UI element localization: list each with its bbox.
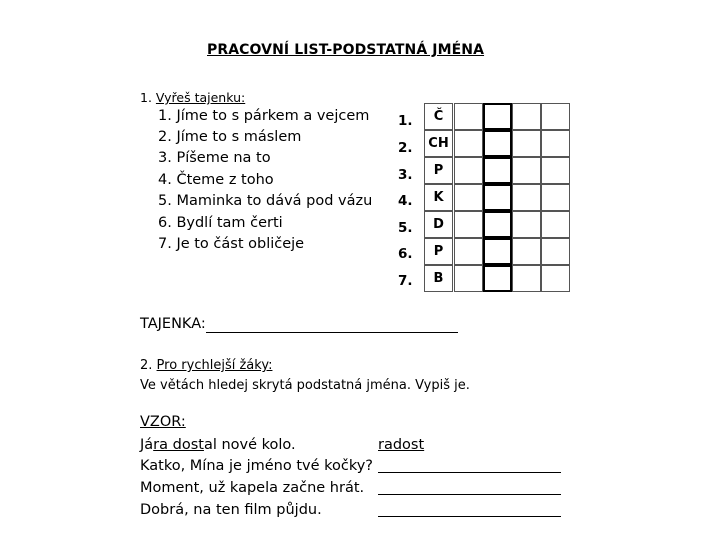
cell[interactable] [512,238,541,265]
row-number-5: 5. [398,220,413,236]
cell-given-1: Č [424,103,453,130]
clue-1: 1. Jíme to s párkem a vejcem [158,108,370,124]
task2-number: 2. [140,358,153,373]
sentence-3: Moment, už kapela začne hrát. [140,480,365,496]
sentence-4: Dobrá, na ten film půjdu. [140,502,322,518]
clue-7: 7. Je to část obličeje [158,236,305,252]
row-number-2: 2. [398,140,413,156]
cell[interactable] [541,265,570,292]
cell[interactable] [454,211,483,238]
cell[interactable] [454,265,483,292]
cell-given-5: D [424,211,453,238]
cell-given-4: K [424,184,453,211]
tajenka-row [140,316,458,333]
cell[interactable] [454,103,483,130]
clue-6: 6. Bydlí tam čerti [158,215,283,231]
cell-secret[interactable] [483,103,512,130]
cell[interactable] [512,157,541,184]
cell[interactable] [512,130,541,157]
cell-secret[interactable] [483,265,512,292]
example-label: VZOR: [140,414,186,430]
cell[interactable] [541,184,570,211]
task2-heading [140,358,272,373]
cell-secret[interactable] [483,157,512,184]
task1-number: 1. [140,90,152,105]
task1-heading [140,90,245,105]
answer-line-4[interactable] [378,516,561,517]
tajenka-answer-line[interactable] [206,316,458,333]
page-title: PRACOVNÍ LIST-PODSTATNÁ JMÉNA [207,42,485,58]
row-number-6: 6. [398,246,413,262]
cell-given-7: B [424,265,453,292]
cell-given-3: P [424,157,453,184]
cell-given-2: CH [424,130,453,157]
cell[interactable] [541,211,570,238]
row-number-3: 3. [398,167,413,183]
task2-heading-text: Pro rychlejší žáky: [156,358,273,373]
example-sentence-end: al nové kolo. [203,437,296,453]
cell[interactable] [541,157,570,184]
task2-instruction: Ve větách hledej skrytá podstatná jména. Vypiš je. [140,378,470,393]
cell-secret[interactable] [483,211,512,238]
task1-heading-text: Vyřeš tajenku: [155,90,246,105]
example-sentence [140,437,296,453]
clue-4: 4. Čteme z toho [158,172,274,188]
cell[interactable] [454,184,483,211]
cell-secret[interactable] [483,238,512,265]
cell-secret[interactable] [483,184,512,211]
cell[interactable] [541,130,570,157]
clue-5: 5. Maminka to dává pod vázu [158,193,373,209]
row-number-7: 7. [398,273,413,289]
clue-2: 2. Jíme to s máslem [158,129,302,145]
tajenka-label: TAJENKA: [140,316,206,332]
cell[interactable] [512,103,541,130]
cell-given-6: P [424,238,453,265]
example-sentence-start: Já [140,437,154,453]
cell[interactable] [512,265,541,292]
row-number-4: 4. [398,193,413,209]
cell[interactable] [541,238,570,265]
cell[interactable] [454,157,483,184]
cell[interactable] [512,211,541,238]
example-hidden-word: ra dost [153,437,204,453]
cell[interactable] [512,184,541,211]
sentence-2: Katko, Mína je jméno tvé kočky? [140,458,373,474]
clue-3: 3. Píšeme na to [158,150,271,166]
cell[interactable] [454,130,483,157]
answer-line-2[interactable] [378,472,561,473]
cell[interactable] [541,103,570,130]
answer-line-3[interactable] [378,494,561,495]
row-number-1: 1. [398,113,413,129]
cell[interactable] [454,238,483,265]
cell-secret[interactable] [483,130,512,157]
example-answer: radost [378,437,425,453]
